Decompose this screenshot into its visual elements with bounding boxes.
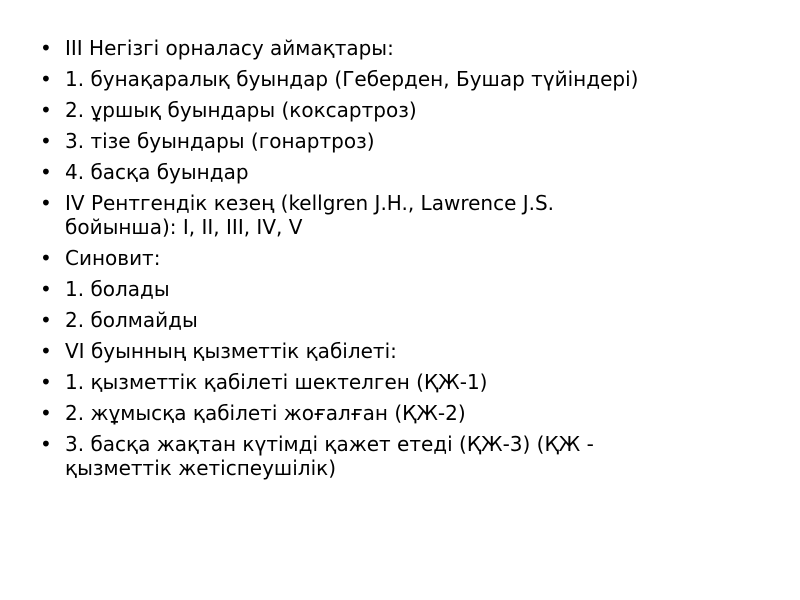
list-item-text: III Негізгі орналасу аймақтары: — [65, 36, 394, 60]
list-item — [40, 308, 660, 332]
bullet-icon: • — [40, 191, 52, 215]
list-item-text: IV Рентгендік кезең (kellgren J.H., Lawrence J.S. бойынша): I, II, III, IV, V — [65, 191, 555, 239]
list-item — [40, 67, 660, 91]
list-item — [40, 36, 660, 60]
bullet-icon: • — [40, 160, 52, 184]
list-item-text: 4. басқа буындар — [65, 160, 249, 184]
list-item-text: 2. болмайды — [65, 308, 198, 332]
bullet-icon: • — [40, 339, 52, 363]
list-item-text: 1. бунақаралық буындар (Геберден, Бушар түйіндері) — [65, 67, 639, 91]
list-item — [40, 191, 660, 239]
bullet-icon: • — [40, 401, 52, 425]
list-item-text: 3. басқа жақтан күтімді қажет етеді (ҚЖ-3) (ҚЖ - қызметтік жетіспеушілік) — [65, 432, 594, 480]
bullet-icon: • — [40, 277, 52, 301]
list-item — [40, 277, 660, 301]
bullet-list — [40, 36, 660, 487]
bullet-icon: • — [40, 98, 52, 122]
bullet-icon: • — [40, 308, 52, 332]
list-item — [40, 339, 660, 363]
list-item — [40, 98, 660, 122]
list-item — [40, 432, 660, 480]
bullet-icon: • — [40, 246, 52, 270]
bullet-icon: • — [40, 370, 52, 394]
list-item — [40, 160, 660, 184]
list-item-text: VI буынның қызметтік қабілеті: — [65, 339, 397, 363]
list-item-text: 1. қызметтік қабілеті шектелген (ҚЖ-1) — [65, 370, 488, 394]
list-item-text: 2. ұршық буындары (коксартроз) — [65, 98, 417, 122]
bullet-icon: • — [40, 36, 52, 60]
list-item — [40, 370, 660, 394]
list-item-text: 2. жұмысқа қабілеті жоғалған (ҚЖ-2) — [65, 401, 466, 425]
list-item — [40, 246, 660, 270]
list-item-text: 1. болады — [65, 277, 170, 301]
bullet-icon: • — [40, 129, 52, 153]
bullet-icon: • — [40, 432, 52, 456]
list-item — [40, 401, 660, 425]
list-item-text: 3. тізе буындары (гонартроз) — [65, 129, 375, 153]
list-item-text: Синовит: — [65, 246, 161, 270]
bullet-icon: • — [40, 67, 52, 91]
list-item — [40, 129, 660, 153]
